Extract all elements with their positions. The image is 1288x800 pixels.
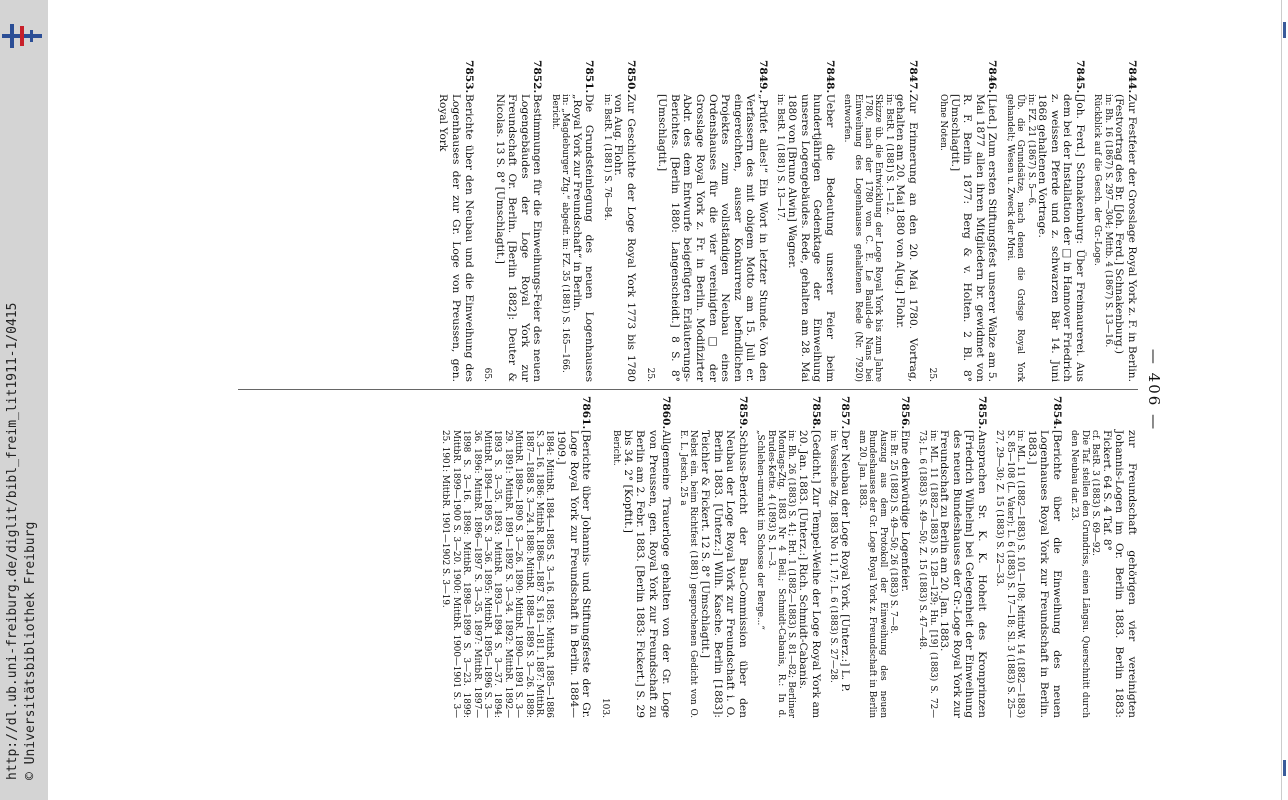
entry-note: Nebst ein. beim Richtfest (1881) gesprochenen Gedicht von O. E. L. Jetsch. 25 a — [678, 430, 699, 718]
entry-title: Ansprachen Sr. K. K. Hoheit des Kronprinzen [Friedrich Wilhelm] bei Gelegenheit der Einweihung des neuen Bundeshauses der Gr.-Loge Royal York zur Freundschaft zu Berlin am 20. Jan. 1883. — [938, 430, 988, 718]
entry-imprint: in: Bh. 16 (1867) S. 297—304; Mittb. 4 (1867) S. 13—16. — [1102, 94, 1113, 348]
entry-title: Berichte über den Neubau und die Einweihung des Logenhauses der zur Gr. Loge von Preussen, gen. Royal York — [437, 94, 475, 382]
entry-page-ref: 103. — [599, 697, 610, 718]
entry-imprint: in: ML. 11 (1882—1883) S. 101—108; MittbW. 14 (1882—1883) S. 85—108 (L. Vater); L. 6 (1883) S. 17—18; Sl. 3 (1883) S. 25—27, 29—30; Z. 15 (1883) S. 22—33. — [994, 430, 1026, 718]
entry-note: Üb. die Grundsätze, nach denen die Grdsge Royal York gehandelt; Wesen u. Zweck der Mrei. — [1004, 94, 1026, 382]
watermark-copyright: © Universitätsbibliothek Freiburg — [23, 521, 38, 780]
watermark-url: http://dl.ub.uni-freiburg.de/diglit/bibl_freim_lit1911-1/0415 — [5, 302, 20, 780]
bibliography-entry — [1092, 60, 1138, 382]
entry-number: 7849. — [757, 60, 770, 94]
entry-title: Zur Erinnerung an den 20. Mai 1780. Vortrag, gehalten am 20. Mai 1880 von A[ug.] Flohr. — [894, 94, 920, 382]
entry-imprint: in: Br. 25 (1882) S. 49—50; 26 (1883) S. 7—8. — [888, 430, 899, 634]
entry-title: Zur Festfeier der Grosslage Royal York z. F. in Berlin. (Festvortrag des Br. [Joh. Ferd.] Schnakenburg.) — [1113, 94, 1138, 382]
entry-number: 7860. — [659, 396, 672, 430]
entry-number: 7844. — [1126, 60, 1138, 94]
entry-number: 7856. — [898, 396, 911, 430]
bibliography-entry — [643, 60, 769, 382]
bibliography-entry — [857, 396, 911, 718]
entry-title: Der Neubau der Loge Royal York. [Unterz.:] L. P. — [838, 430, 851, 692]
entry-imprint: in: BstR. 1 (1881) S. 13—17. — [775, 94, 786, 221]
entry-imprint: in: BstR. 1 (1881) S. 76—84. — [601, 94, 612, 221]
entry-imprint: in: FZ. 21 (1867) S. 5—6. — [1025, 94, 1036, 207]
bibliography-entry — [842, 60, 919, 382]
entry-title: Zur Geschichte der Loge Royal York 1773 bis 1780 von Aug. Flohr. — [612, 94, 638, 382]
entry-title: Ueber die Bedeutung unserer Feier beim hundertjährigen Gedenktage der Einweihung unseres Logengebäudes. Rede, gehalten am 28. Mai 1880 von [Bruno Alwin] Wagner. — [786, 94, 836, 382]
entry-number: 7853. — [462, 60, 475, 94]
entry-number: 7858. — [809, 396, 822, 430]
entry-number: 7845. — [1074, 60, 1086, 94]
entry-imprint: in: Bh. 26 (1883) S. 41; Brl. 1 (1882—1883) S. 81—82; Berliner Montags-Ztg. 1883 Nr 4 Beil.; Schmidt-Cabanis, R.: In d. Brudes-Kette. 4 (1893) S. 1—3. — [765, 430, 797, 718]
page-content — [228, 60, 1168, 720]
entry-imprint: in: BstR. 1 (1881) S. 1—12. — [883, 94, 894, 216]
entry-title: Allgemeine Trauerloge gehalten von der Gr. Loge von Preussen, gen. Royal York zur Freundschaft zu Berlin am 2. Febr. 1883. [Berlin 1883: Fickert.] S. 29 bis 34. 2° [Kopftit.] — [621, 430, 672, 718]
bibliography-entry — [917, 396, 988, 718]
entry-title: Schluss-Bericht der Bau-Commission über den Neubau der Loge Royal York zur Freundschaft i. O. Berlin 1883. [Unterz.:] Wilh. Kasche. Berlin [1883]: Teichler & Fickert. 12 S. 8° [Umschlagtit.] — [699, 430, 749, 718]
bibliography-entry — [828, 396, 851, 718]
entry-title: „Prüfet alles!“ Ein Wort in letzter Stunde. Von den Verfassern des mit obigem Motto am 15. Juli er. eingereichten, ausser Konkurrenz befindlichen Projektes zum vollständigen Neubau eines Ordenshauses für die vier vereinigten □ der Grosslage Royal York z. Fr. in Berlin. Modifizirter Abdr. des dem Entwurfe beigefügten Erläuterungs-Berichtes. [Berlin 1880: Langenscheidt.] 8 S. 8° [Umschlagtit.] — [656, 94, 770, 382]
entry-note: Bericht. — [549, 94, 560, 130]
entry-number: 7857. — [838, 396, 851, 430]
entry-title: Eine denkwürdige Logenfeier. — [898, 430, 911, 592]
entry-title: Die Grundsteinlegung des neuen Logenhauses „Royal York zur Freundschaft“ in Berlin. — [570, 94, 596, 382]
entry-imprint: in: „Magdeburger Ztg.“ abgedr. in: FZ. 35 (1881) S. 165—166. — [560, 94, 571, 373]
entry-title: [Berichte über die Einweihung des neuen Logenhauses Royal York zur Freundschaft in Berlin. 1883.] — [1025, 430, 1063, 718]
entry-note: „Schlehen-umrankt im Schosse der Berge...“ — [755, 430, 766, 630]
page-number: — 406 — — [1145, 348, 1163, 432]
entry-number: 7847. — [907, 60, 920, 94]
viewer-sidebar — [0, 0, 48, 800]
bibliography-entry — [1069, 396, 1138, 718]
edge-marker-icon — [1283, 22, 1286, 38]
bibliography-entry — [755, 396, 822, 718]
entry-page-ref: 25. — [644, 367, 655, 382]
bibliography-entry — [994, 396, 1063, 718]
entry-number: 7861. — [580, 396, 593, 430]
bibliography-entry — [678, 396, 749, 718]
entry-note: Bericht. — [611, 430, 622, 466]
entry-imprint: cf. BstR. 3 (1883) S. 69—92. — [1090, 430, 1101, 556]
entry-number: 7852. — [531, 60, 544, 94]
entry-note: Skizze üb. die Entwicklung der Loge Royal York bis zum Jahre 1780, nach der 1780 von C. E. Le Bauld-de Nans bei Einweihung des Logenhauses gehaltenen Rede (Nr. 7920) entworfen. — [842, 94, 884, 382]
entry-title: [Lied.] Zum ersten Stiftungsfest unserer Walze am 5. Mai 1877 allen ihren Mitgliedern br. gewidmet von R. F. Berlin 1877: Berg & v. Holten. 2 Bl. 8° [Umschlagtit.] — [948, 94, 999, 382]
bibliography-entry — [925, 60, 998, 382]
edge-marker-icon — [1283, 760, 1286, 776]
bibliography-entry — [437, 60, 475, 382]
entry-number: 7848. — [823, 60, 836, 94]
university-logo-icon — [2, 22, 42, 50]
entry-page-ref: 25. — [926, 367, 937, 382]
bibliography-entry — [1004, 60, 1086, 382]
bibliography-entry — [550, 60, 596, 382]
bibliography-entry — [602, 60, 638, 382]
entry-title: [Joh. Ferd.] Schnakenburg: Über Freimaurerei. Aus dem bei der Installation der □ in Hannover Friedrich z. weissen Pferde und z. schwarzen Bär 14. Juni 1868 gehaltenen Vortrage. — [1036, 94, 1086, 382]
bibliography-entry — [598, 396, 671, 718]
entry-number: 7855. — [976, 396, 988, 430]
watermark — [4, 303, 40, 780]
entry-title: Bestimmungen für die Einweihungs-Feier des neuen Logengebäudes der Loge Royal York zur Freundschaft Or. Berlin. [Berlin 1882]: Deuter & Nicolas. 13 S. 8° [Umschlagtit.] — [493, 94, 544, 382]
entry-note: Ohne Noten. — [938, 94, 949, 151]
right-column — [238, 396, 1138, 718]
entry-title: zur Freundschaft gehörigen vier vereinigten Johannis-Logen im Or. Berlin 1883. Berlin 1883: Fickert. 64 S. 4 Taf. 8° — [1100, 430, 1138, 718]
page-edge — [1281, 0, 1288, 800]
entry-number: 7859. — [736, 396, 749, 430]
bibliography-entry — [440, 396, 592, 718]
scanned-page — [48, 0, 1288, 800]
entry-imprint: in: ML. 11 (1882—1883) S. 128—129; Hu. [19] (1883) S. 72—73; L. 6 (1883) S. 49—50; Z. 15 (1883) S. 47—48. — [917, 430, 938, 718]
entry-number: 7854. — [1051, 396, 1063, 430]
entry-title: [Berichte über Johannis- und Stiftungsfeste der Gr. Loge Royal York zur Freundschaft in Berlin. 1884—1909.] — [555, 430, 593, 718]
left-column — [238, 60, 1138, 382]
entry-number: 7846. — [986, 60, 999, 94]
entry-number: 7850. — [625, 60, 638, 94]
bibliography-entry — [775, 60, 836, 382]
entry-page-ref: 65. — [482, 367, 493, 382]
entry-imprint: in: Vossische Ztg. 1883 No 11, 17; L. 6 (1883) S. 27—28. — [828, 430, 838, 683]
entry-imprint: 1884: MittbR. 1884—1885 S. 3—16. 1885: MittbR. 1885—1886 S. 3—16. 1886: MittbR. 1886—1887 S. 161—181. 1887: MittbR. 1887—1888 S. 3—24. 1888: MittbR. 1888—1889 S. 3—26. 1889: MittbR. 1889—1890 S. 3—26. 1890: MittbR. 1890—1891 S. 3—29. 1891: MittbR. 1891—1892 S. 3—34. 1892: MittbR. 1892—1893 S. 3—35. 1893: MittbR. 1893—1894 S. 3—37. 1894: MittbR. 1894—1895 S. 3—36. 1895: MittbR. 1895—1896 S. 3—36. 1896: MittbR. 1896—1897 S. 3—35. 1897: MittbR. 1897—1898 S. 3—16. 1898: MittbR. 1898—1899 S. 3—23. 1899: MittbR. 1899—1900 S. 3—20. 1900: MittbR. 1900—1901 S. 3—25. 1901: MittbR. 1901—1902 S. 3—19. — [440, 430, 555, 718]
entry-note: Die Taf. stellen den Grundriss, einen Längsu. Querschnitt durch den Neubau dar. 23. — [1069, 430, 1090, 718]
column-divider — [238, 389, 1138, 390]
entry-note: Rückblick auf die Gesch. der Gr.-Loge. — [1092, 94, 1103, 266]
entry-title: [Gedicht.] Zur Tempel-Weihe der Loge Royal York am 20. Jan. 1883. [Unterz.:] Rich. Schmidt-Cabanis. — [797, 430, 822, 718]
entry-note: Auszug aus dem Protokoll der Einweihung des neuen Bundeshauses der Gr. Loge Royal York z. Freundschaft in Berlin am 20. Jan. 1883. — [857, 430, 888, 718]
bibliography-entry — [481, 60, 544, 382]
entry-number: 7851. — [583, 60, 596, 94]
